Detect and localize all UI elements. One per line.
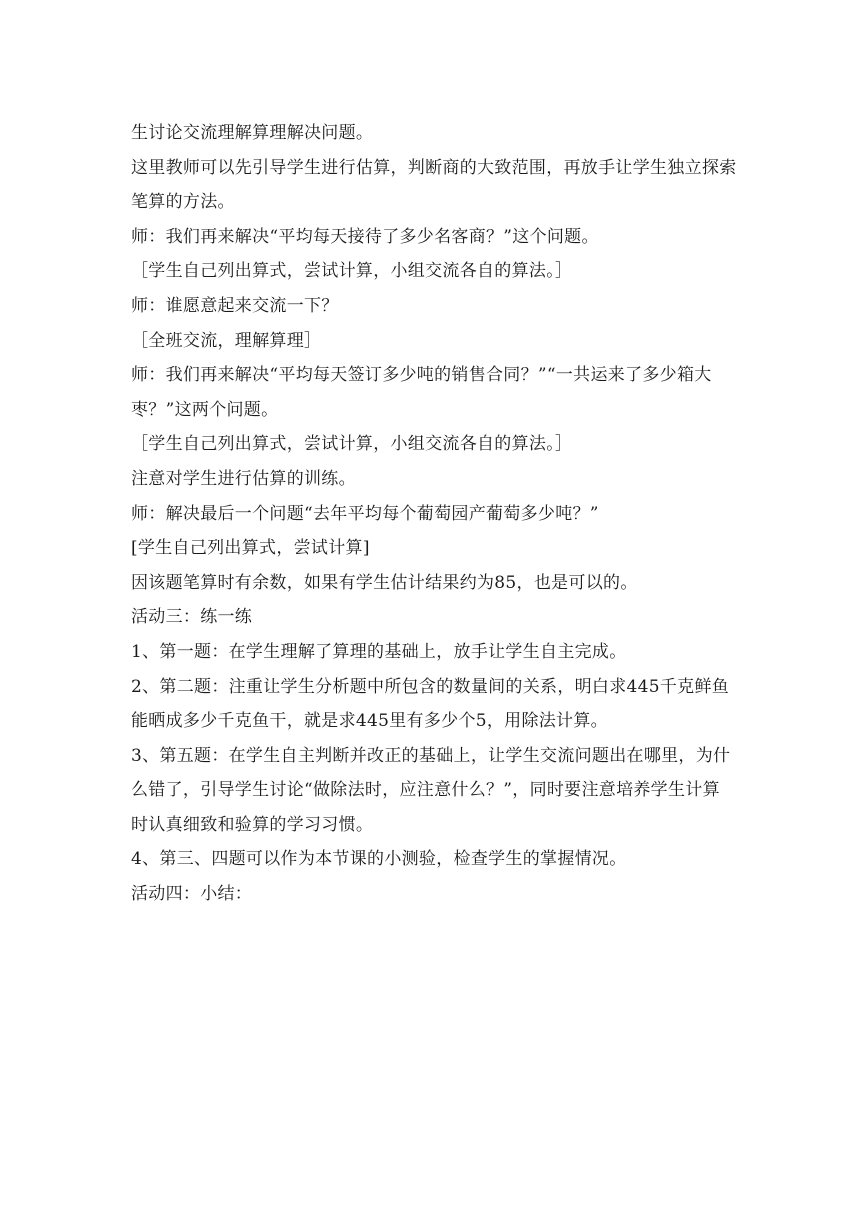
text-line: ［学生自己列出算式，尝试计算，小组交流各自的算法。］: [131, 261, 573, 282]
list-item: 2、第二题：注重让学生分析题中所包含的数量间的关系，明白求445千克鲜鱼: [131, 676, 730, 697]
text-line: 师：我们再来解决“平均每天接待了多少名客商？”这个问题。: [131, 226, 599, 247]
text-line: [学生自己列出算式，尝试计算]: [131, 538, 370, 559]
text-line: 么错了，引导学生讨论“做除法时，应注意什么？”，同时要注意培养学生计算: [131, 780, 720, 801]
text-line: 枣？”这两个问题。: [131, 399, 279, 420]
text-line: 时认真细致和验算的学习习惯。: [131, 814, 374, 835]
text-line: 注意对学生进行估算的训练。: [131, 468, 356, 489]
text-line: ［学生自己列出算式，尝试计算，小组交流各自的算法。］: [131, 434, 573, 455]
text-line: 因该题笔算时有余数，如果有学生估计结果约为85，也是可以的。: [131, 572, 638, 593]
document-body: [131, 116, 737, 912]
text-line: 师：谁愿意起来交流一下？: [131, 295, 339, 316]
list-item: 3、第五题：在学生自主判断并改正的基础上，让学生交流问题出在哪里，为什: [131, 745, 731, 766]
list-item: 1、第一题：在学生理解了算理的基础上，放手让学生自主完成。: [131, 641, 627, 662]
text-line: 笔算的方法。: [131, 192, 235, 213]
text-line: 这里教师可以先引导学生进行估算，判断商的大致范围，再放手让学生独立探索: [131, 157, 737, 178]
text-line: ［全班交流，理解算理］: [131, 330, 322, 351]
text-line: 师：解决最后一个问题“去年平均每个葡萄园产葡萄多少吨？”: [131, 503, 599, 524]
section-heading: 活动四：小结：: [131, 884, 253, 905]
text-line: 能晒成多少千克鱼干，就是求445里有多少个5，用除法计算。: [131, 711, 608, 732]
list-item: 4、第三、四题可以作为本节课的小测验，检查学生的掌握情况。: [131, 849, 627, 870]
text-line: 生讨论交流理解算理解决问题。: [131, 123, 374, 143]
text-line: 师：我们再来解决“平均每天签订多少吨的销售合同？”“一共运来了多少箱大: [131, 365, 712, 386]
section-heading: 活动三：练一练: [131, 607, 253, 628]
